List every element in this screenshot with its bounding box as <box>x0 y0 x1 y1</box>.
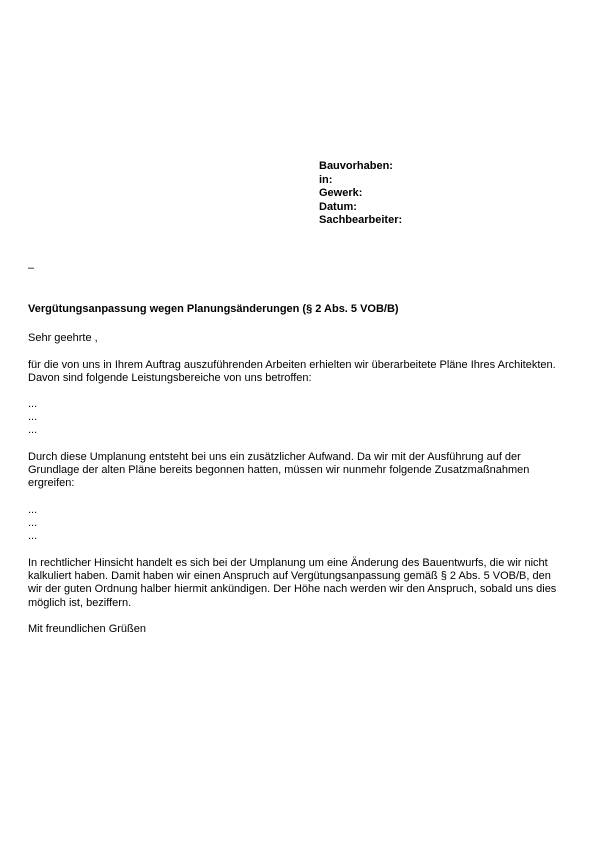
affected-areas-list <box>28 398 588 438</box>
paragraph-line: möglich ist, beziffern. <box>28 596 132 609</box>
paragraph-legal-basis <box>28 557 588 610</box>
paragraph-line: für die von uns in Ihrem Auftrag auszuführenden Arbeiten erhielten wir überarbeitete Pläne Ihres Architekten. <box>28 359 556 371</box>
paragraph-line: wir der guten Ordnung halber hiermit ankündigen. Der Höhe nach werden wir den Anspruch, sobald uns dies <box>28 583 557 596</box>
list-item: ... <box>28 424 38 437</box>
list-item: ... <box>28 504 38 516</box>
gewerk-label: Gewerk: <box>319 187 363 199</box>
recipient-placeholder-dash: – <box>28 262 35 274</box>
paragraph-line: In rechtlicher Hinsicht handelt es sich bei der Umplanung um eine Änderung des Bauentwurfs, die wir nicht <box>28 557 548 569</box>
paragraph-line: Durch diese Umplanung entsteht bei uns ein zusätzlicher Aufwand. Da wir mit der Ausführung auf der <box>28 451 521 463</box>
paragraph-line: kalkuliert haben. Damit haben wir einen Anspruch auf Vergütungsanpassung gemäß § 2 Abs. 5 VOB/B, den <box>28 570 551 583</box>
bauvorhaben-label: Bauvorhaben: <box>319 160 393 172</box>
paragraph-additional-effort <box>28 451 588 491</box>
project-info-block <box>319 160 402 228</box>
salutation: Sehr geehrte , <box>28 332 98 344</box>
paragraph-line: ergreifen: <box>28 477 75 490</box>
sachbearbeiter-label: Sachbearbeiter: <box>319 214 403 226</box>
closing-greeting: Mit freundlichen Grüßen <box>28 623 146 635</box>
paragraph-line: Davon sind folgende Leistungsbereiche von uns betroffen: <box>28 372 312 385</box>
list-item: ... <box>28 411 38 424</box>
list-item: ... <box>28 398 38 410</box>
paragraph-affected-areas <box>28 359 588 385</box>
in-label: in: <box>319 173 333 186</box>
list-item: ... <box>28 530 38 543</box>
additional-measures-list <box>28 504 588 544</box>
paragraph-line: Grundlage der alten Pläne bereits begonnen hatten, müssen wir nunmehr folgende Zusatzmaßnahmen <box>28 464 530 477</box>
letter-subject: Vergütungsanpassung wegen Planungsänderungen (§ 2 Abs. 5 VOB/B) <box>28 303 399 315</box>
datum-label: Datum: <box>319 200 357 213</box>
list-item: ... <box>28 517 38 530</box>
